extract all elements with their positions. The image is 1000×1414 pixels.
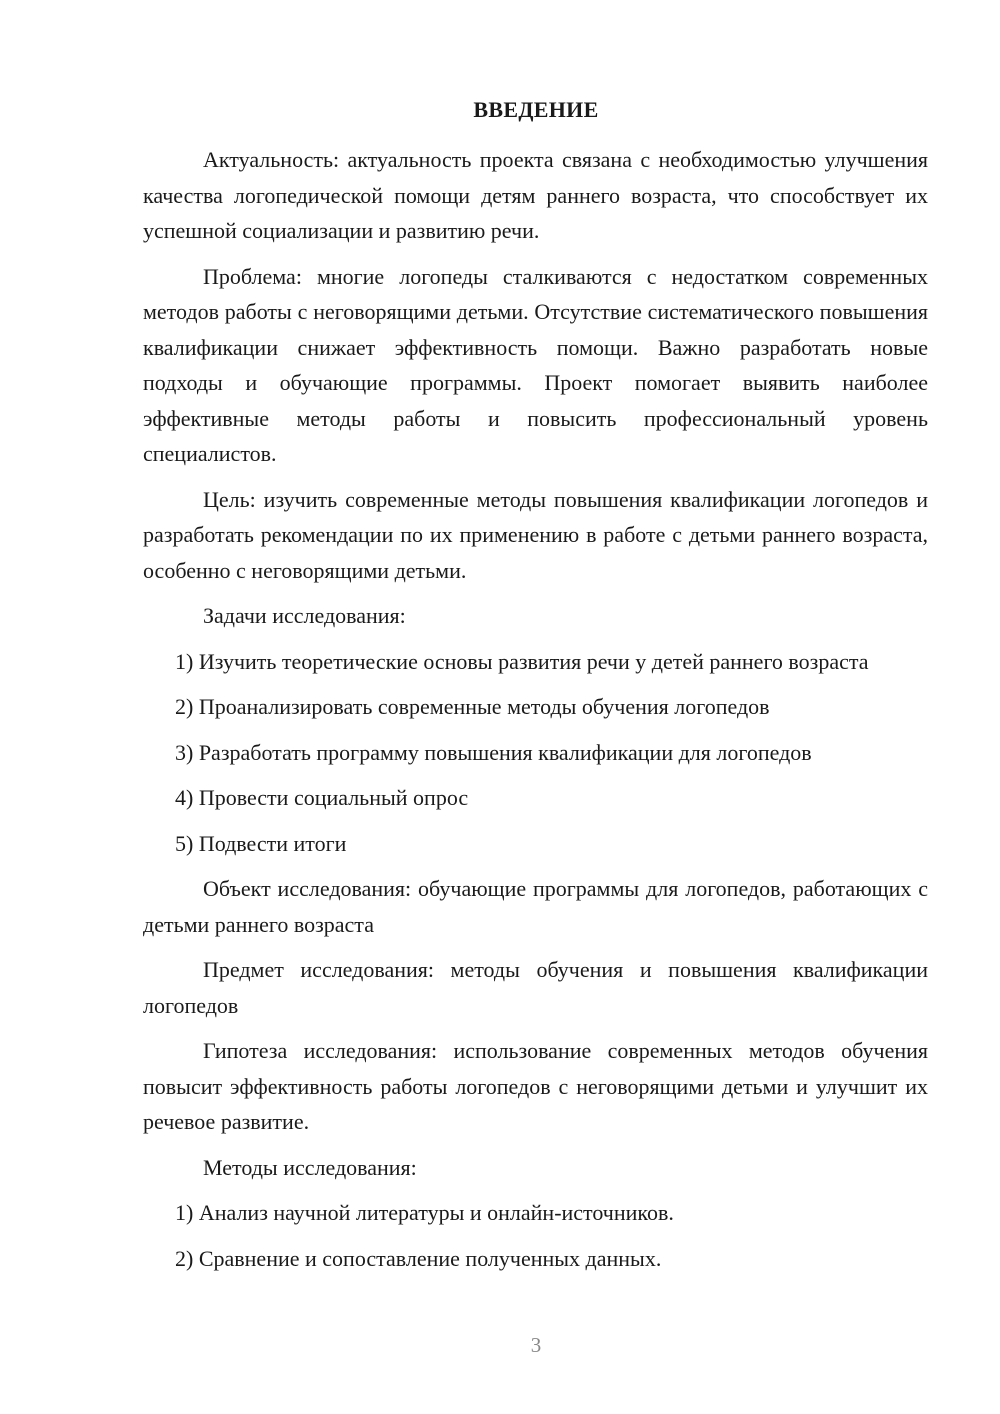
- page-title: ВВЕДЕНИЕ: [473, 97, 599, 122]
- task-item-1: 1) Изучить теоретические основы развития речи у детей раннего возраста: [175, 648, 869, 674]
- task-item-3: 3) Разработать программу повышения квалификации для логопедов: [175, 739, 812, 765]
- paragraph-goal: Цель: изучить современные методы повышения квалификации логопедов и разработать рекомендации по их применению в работе с детьми раннего возраста, особенно с неговорящими детьми.: [143, 486, 928, 583]
- paragraph-object: Объект исследования: обучающие программы для логопедов, работающих с детьми раннего возраста: [143, 876, 928, 937]
- tasks-heading: Задачи исследования:: [203, 603, 406, 628]
- task-item-4: 4) Провести социальный опрос: [175, 785, 469, 810]
- paragraph-subject: Предмет исследования: методы обучения и повышения квалификации логопедов: [143, 957, 928, 1018]
- page-number: 3: [530, 1333, 542, 1357]
- paragraph-hypothesis: Гипотеза исследования: использование современных методов обучения повысит эффективность работы логопедов с неговорящими детьми и улучшит их речевое развитие.: [143, 1038, 928, 1134]
- method-item-1: 1) Анализ научной литературы и онлайн-источников.: [175, 1200, 674, 1225]
- method-item-2: 2) Сравнение и сопоставление полученных данных.: [175, 1245, 662, 1271]
- methods-heading: Методы исследования:: [203, 1154, 417, 1180]
- task-item-5: 5) Подвести итоги: [175, 830, 347, 856]
- task-item-2: 2) Проанализировать современные методы обучения логопедов: [175, 694, 770, 719]
- document-body: [143, 142, 928, 1286]
- paragraph-relevance: Актуальность: актуальность проекта связана с необходимостью улучшения качества логопедической помощи детям раннего возраста, что способствует их успешной социализации и развитию речи.: [143, 147, 928, 243]
- paragraph-problem: Проблема: многие логопеды сталкиваются с недостатком современных методов работы с неговорящими детьми. Отсутствие систематического повышения квалификации снижает эффективность помощи. Важно разработать новые подходы и обучающие программы. Проект помогает выявить наиболее эффективные методы работы и повысить профессиональный уровень специалистов.: [143, 263, 928, 466]
